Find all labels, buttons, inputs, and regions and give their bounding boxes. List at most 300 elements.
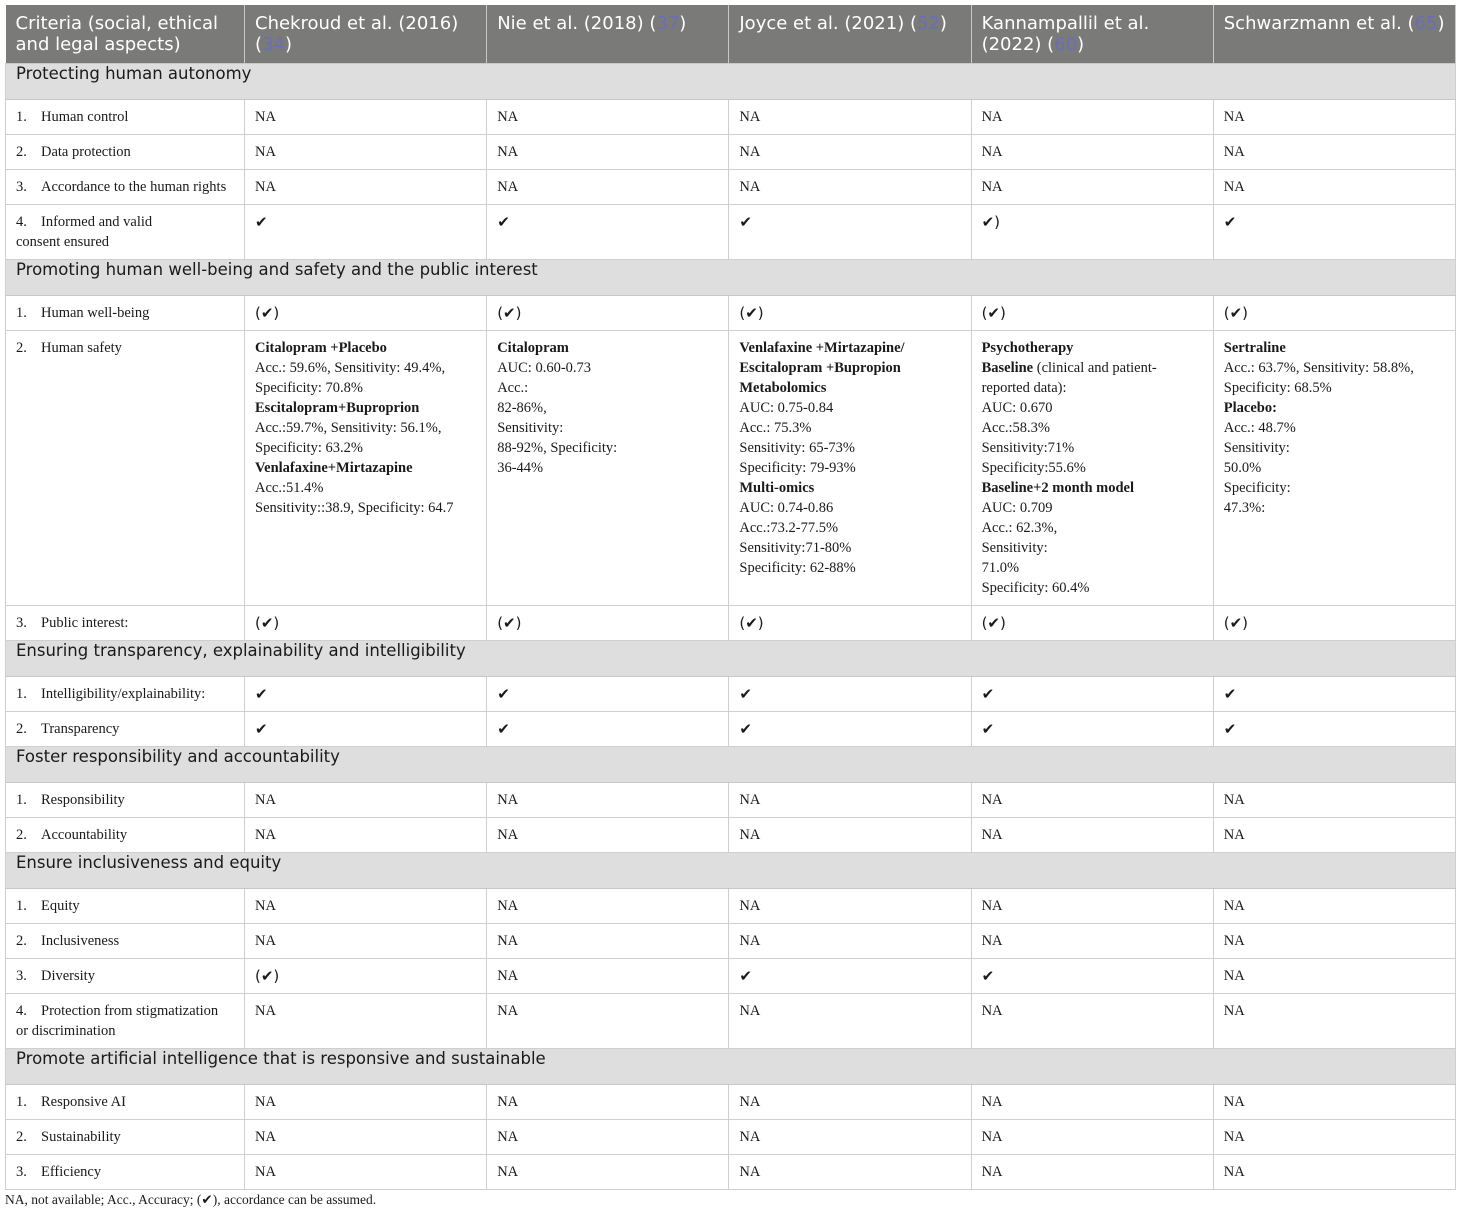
value-cell <box>245 993 487 1048</box>
checkmark-icon: ✔ <box>1223 684 1237 703</box>
criterion-number: 3. <box>16 178 27 195</box>
criterion-number: 4. <box>16 213 27 230</box>
safety-line <box>1224 498 1445 518</box>
value-cell <box>1213 993 1455 1048</box>
criteria-table <box>5 5 1456 1190</box>
table-row <box>6 295 1456 330</box>
value-cell <box>729 993 971 1048</box>
value-text: NA <box>497 1093 519 1110</box>
checkmark-icon: (✔) <box>497 303 522 322</box>
criterion-cell <box>6 958 245 993</box>
safety-text: Acc.: 48.7% <box>1223 419 1296 436</box>
section-row <box>6 852 1456 888</box>
header-study <box>971 5 1213 63</box>
criterion-cell <box>6 295 245 330</box>
safety-line <box>497 398 718 418</box>
checkmark-icon: (✔) <box>255 966 280 985</box>
safety-line <box>982 518 1203 538</box>
checkmark-icon: ✔ <box>255 684 268 703</box>
value-cell <box>245 923 487 958</box>
safety-line <box>739 378 960 398</box>
value-cell <box>1213 169 1455 204</box>
safety-heading: Multi-omics <box>739 479 815 496</box>
section-row <box>6 746 1456 782</box>
section-title: Promoting human well-being and safety and the public interest <box>6 259 1456 295</box>
checkmark-icon: (✔) <box>739 613 764 632</box>
criterion-label-cont: or discrimination <box>16 1022 116 1039</box>
criterion-label: Equity <box>41 897 80 914</box>
table-row <box>6 1084 1456 1119</box>
safety-text: Acc.:51.4% <box>255 479 324 496</box>
value-cell <box>487 204 729 259</box>
value-cell <box>245 1154 487 1189</box>
safety-line <box>255 498 476 518</box>
safety-text: Acc.:73.2-77.5% <box>739 519 839 536</box>
criterion-number: 2. <box>16 720 27 737</box>
table-row <box>6 99 1456 134</box>
table-row <box>6 134 1456 169</box>
value-cell <box>729 295 971 330</box>
safety-text: 71.0% <box>981 559 1020 576</box>
safety-line <box>1224 458 1445 478</box>
value-cell <box>245 330 487 605</box>
study-ref-link[interactable]: 34 <box>262 34 285 55</box>
safety-text: 47.3%: <box>1223 499 1266 516</box>
value-cell <box>245 204 487 259</box>
study-ref-link[interactable]: 37 <box>656 13 680 34</box>
value-text: NA <box>1223 826 1245 843</box>
value-cell <box>971 923 1213 958</box>
criterion-cell <box>6 204 245 259</box>
checkmark-icon: ✔ <box>739 719 752 738</box>
safety-text: Acc.: 59.6%, Sensitivity: 49.4%, <box>255 359 446 376</box>
checkmark-icon: ✔) <box>981 212 1000 231</box>
safety-text: AUC: 0.709 <box>981 499 1053 516</box>
value-cell <box>1213 605 1455 640</box>
safety-heading: Baseline+2 month model <box>981 479 1135 496</box>
safety-text: Acc.:59.7%, Sensitivity: 56.1%, <box>255 419 442 436</box>
table-body <box>6 63 1456 1189</box>
value-text: NA <box>739 932 761 949</box>
value-cell <box>245 782 487 817</box>
criterion-cell <box>6 711 245 746</box>
value-text: NA <box>1223 897 1245 914</box>
value-cell <box>487 605 729 640</box>
safety-line <box>255 438 476 458</box>
value-text: NA <box>1223 967 1245 984</box>
criterion-cell <box>6 923 245 958</box>
criterion-label: Accordance to the human rights <box>41 178 227 195</box>
value-cell <box>729 676 971 711</box>
safety-text: Sensitivity: <box>1223 439 1290 456</box>
value-text: NA <box>497 108 519 125</box>
criterion-label: Human well-being <box>41 304 150 321</box>
criterion-cell <box>6 605 245 640</box>
study-name: Chekroud et al. (2016) ( <box>255 13 459 55</box>
criterion-cell <box>6 888 245 923</box>
safety-heading: Escitalopram+Buproprion <box>255 399 420 416</box>
value-text: NA <box>497 826 519 843</box>
value-text: NA <box>1223 1163 1245 1180</box>
safety-heading: Metabolomics <box>739 379 827 396</box>
value-cell <box>1213 1119 1455 1154</box>
value-cell <box>971 99 1213 134</box>
value-text: NA <box>497 1002 519 1019</box>
header-study <box>487 5 729 63</box>
criterion-label: Diversity <box>41 967 95 984</box>
safety-line <box>255 418 476 438</box>
value-cell <box>1213 99 1455 134</box>
study-ref-link[interactable]: 60 <box>1054 34 1078 55</box>
safety-line <box>255 458 476 478</box>
study-paren: ) <box>1437 13 1445 34</box>
value-cell <box>971 330 1213 605</box>
safety-text: reported data): <box>981 379 1067 396</box>
value-cell <box>971 817 1213 852</box>
value-text: NA <box>1223 1093 1245 1110</box>
value-cell <box>487 923 729 958</box>
value-text: NA <box>255 1163 276 1180</box>
value-text: NA <box>981 143 1003 160</box>
value-cell <box>729 782 971 817</box>
safety-line <box>255 478 476 498</box>
value-text: NA <box>1223 1002 1245 1019</box>
value-cell <box>487 1154 729 1189</box>
table-row <box>6 711 1456 746</box>
safety-text: Specificity: 62-88% <box>739 559 856 576</box>
safety-line <box>1224 398 1445 418</box>
value-cell <box>971 782 1213 817</box>
checkmark-icon: (✔) <box>255 613 280 632</box>
table-row <box>6 782 1456 817</box>
value-text: NA <box>739 791 761 808</box>
value-text: NA <box>497 791 519 808</box>
safety-line <box>739 338 960 358</box>
value-cell <box>729 711 971 746</box>
safety-line <box>982 418 1203 438</box>
value-text: NA <box>1223 108 1245 125</box>
value-cell <box>1213 923 1455 958</box>
study-name: Nie et al. (2018) ( <box>497 13 657 34</box>
criterion-number: 1. <box>16 304 27 321</box>
value-text: NA <box>739 826 761 843</box>
value-cell <box>245 888 487 923</box>
value-cell <box>1213 295 1455 330</box>
value-text: NA <box>739 178 761 195</box>
safety-text: AUC: 0.75-0.84 <box>739 399 834 416</box>
safety-text: Sensitivity: <box>981 539 1048 556</box>
safety-line <box>255 398 476 418</box>
criterion-cell <box>6 817 245 852</box>
checkmark-icon: ✔ <box>739 684 752 703</box>
safety-text: Specificity: 60.4% <box>981 579 1090 596</box>
value-text: NA <box>255 143 276 160</box>
safety-text: Specificity:55.6% <box>981 459 1086 476</box>
checkmark-icon: (✔) <box>1223 613 1249 632</box>
safety-line <box>739 358 960 378</box>
value-cell <box>245 134 487 169</box>
value-text: NA <box>981 1128 1003 1145</box>
criterion-label: Intelligibility/explainability: <box>41 685 206 702</box>
criterion-number: 3. <box>16 967 27 984</box>
safety-line <box>739 518 960 538</box>
section-title: Foster responsibility and accountability <box>6 746 1456 782</box>
safety-line <box>497 418 718 438</box>
criterion-label: Accountability <box>41 826 128 843</box>
safety-heading: Placebo: <box>1223 399 1277 416</box>
value-cell <box>729 330 971 605</box>
checkmark-icon: ✔ <box>497 719 510 738</box>
value-cell <box>245 711 487 746</box>
header-study <box>245 5 487 63</box>
value-cell <box>729 888 971 923</box>
table-row <box>6 923 1456 958</box>
value-text: NA <box>739 143 761 160</box>
value-text: NA <box>739 1163 761 1180</box>
value-text: NA <box>739 1002 761 1019</box>
criterion-number: 3. <box>16 614 27 631</box>
value-text: NA <box>981 897 1003 914</box>
value-text: NA <box>981 1163 1003 1180</box>
criterion-label: Transparency <box>41 720 120 737</box>
criterion-number: 1. <box>16 1093 27 1110</box>
value-text: NA <box>497 967 519 984</box>
safety-line <box>255 338 476 358</box>
value-cell <box>971 1154 1213 1189</box>
criterion-label: Public interest: <box>41 614 129 631</box>
value-cell <box>971 605 1213 640</box>
criterion-cell <box>6 330 245 605</box>
criterion-cell <box>6 993 245 1048</box>
safety-heading: Venlafaxine+Mirtazapine <box>255 459 413 476</box>
value-text: NA <box>255 1093 276 1110</box>
section-title: Ensuring transparency, explainability and intelligibility <box>6 640 1456 676</box>
section-row <box>6 259 1456 295</box>
value-text: NA <box>255 1002 276 1019</box>
criterion-number: 1. <box>16 791 27 808</box>
value-cell <box>1213 782 1455 817</box>
safety-heading: Venlafaxine +Mirtazapine/ <box>739 339 905 356</box>
value-cell <box>1213 1084 1455 1119</box>
value-cell <box>245 1084 487 1119</box>
study-paren: ) <box>939 13 947 34</box>
criterion-cell <box>6 169 245 204</box>
study-ref-link[interactable]: 65 <box>1414 13 1438 34</box>
checkmark-icon: (✔) <box>255 303 280 322</box>
table-row <box>6 993 1456 1048</box>
value-text: NA <box>1223 143 1245 160</box>
safety-line <box>1224 358 1445 378</box>
value-cell <box>487 676 729 711</box>
criterion-cell <box>6 676 245 711</box>
safety-line <box>982 458 1203 478</box>
criterion-label: Data protection <box>41 143 131 160</box>
value-cell <box>1213 711 1455 746</box>
safety-line <box>255 358 476 378</box>
value-cell <box>1213 134 1455 169</box>
table-row <box>6 605 1456 640</box>
safety-heading: Citalopram +Placebo <box>255 339 387 356</box>
criterion-cell <box>6 782 245 817</box>
value-cell <box>971 958 1213 993</box>
value-text: NA <box>739 1128 761 1145</box>
criterion-number: 2. <box>16 826 27 843</box>
section-title: Protecting human autonomy <box>6 63 1456 99</box>
value-cell <box>245 295 487 330</box>
safety-heading: Baseline <box>981 359 1034 376</box>
value-cell <box>729 605 971 640</box>
safety-line <box>1224 338 1445 358</box>
section-row <box>6 63 1456 99</box>
table-row <box>6 204 1456 259</box>
checkmark-icon: ✔ <box>497 684 510 703</box>
value-text: NA <box>981 826 1003 843</box>
safety-heading: Psychotherapy <box>981 339 1074 356</box>
safety-text: 88-92%, Specificity: <box>497 439 618 456</box>
value-cell <box>1213 676 1455 711</box>
value-cell <box>245 99 487 134</box>
criterion-label: Inclusiveness <box>41 932 120 949</box>
checkmark-icon: ✔ <box>739 212 752 231</box>
value-cell <box>487 169 729 204</box>
value-cell <box>1213 1154 1455 1189</box>
value-cell <box>971 295 1213 330</box>
safety-line <box>982 498 1203 518</box>
criterion-label-cont: consent ensured <box>16 233 110 250</box>
safety-line <box>982 438 1203 458</box>
safety-text: Specificity: 68.5% <box>1223 379 1332 396</box>
value-cell <box>1213 204 1455 259</box>
value-text: NA <box>981 1093 1003 1110</box>
safety-line <box>982 358 1203 378</box>
criterion-number: 3. <box>16 1163 27 1180</box>
section-title: Promote artificial intelligence that is responsive and sustainable <box>6 1048 1456 1084</box>
value-cell <box>1213 888 1455 923</box>
safety-text: 36-44% <box>497 459 544 476</box>
value-cell <box>729 169 971 204</box>
table-row <box>6 676 1456 711</box>
safety-line <box>1224 438 1445 458</box>
value-cell <box>729 1154 971 1189</box>
safety-line <box>739 498 960 518</box>
checkmark-icon: ✔ <box>497 212 510 231</box>
checkmark-icon: (✔) <box>739 303 764 322</box>
checkmark-icon: ✔ <box>739 966 752 985</box>
criterion-cell <box>6 99 245 134</box>
criterion-label: Efficiency <box>41 1163 102 1180</box>
criterion-cell <box>6 1084 245 1119</box>
value-cell <box>971 888 1213 923</box>
criterion-label: Human control <box>41 108 129 125</box>
criterion-number: 1. <box>16 685 27 702</box>
table-row <box>6 169 1456 204</box>
value-text: NA <box>981 932 1003 949</box>
section-title: Ensure inclusiveness and equity <box>6 852 1456 888</box>
checkmark-icon: ✔ <box>981 684 995 703</box>
criterion-label: Informed and valid <box>41 213 153 230</box>
value-cell <box>487 134 729 169</box>
value-text: NA <box>1223 932 1245 949</box>
value-text: NA <box>739 897 761 914</box>
value-text: NA <box>1223 791 1245 808</box>
value-cell <box>971 1119 1213 1154</box>
criterion-label: Sustainability <box>41 1128 121 1145</box>
safety-heading: Sertraline <box>1223 339 1286 356</box>
value-cell <box>245 958 487 993</box>
safety-text: 82-86%, <box>497 399 547 416</box>
value-cell <box>729 1119 971 1154</box>
value-cell <box>487 888 729 923</box>
safety-line <box>982 378 1203 398</box>
study-ref-link[interactable]: 52 <box>916 13 940 34</box>
criterion-number: 2. <box>16 1128 27 1145</box>
safety-line <box>1224 418 1445 438</box>
checkmark-icon: ✔ <box>255 719 268 738</box>
safety-text: Acc.: 62.3%, <box>981 519 1058 536</box>
value-text: NA <box>255 791 276 808</box>
value-cell <box>1213 330 1455 605</box>
value-cell <box>487 958 729 993</box>
value-cell <box>971 676 1213 711</box>
value-text: NA <box>255 932 276 949</box>
criterion-cell <box>6 1119 245 1154</box>
study-name: Joyce et al. (2021) ( <box>739 13 917 34</box>
value-cell <box>729 99 971 134</box>
checkmark-icon: ✔ <box>1223 719 1237 738</box>
checkmark-icon: ✔ <box>1223 212 1237 231</box>
value-text: NA <box>981 178 1003 195</box>
value-cell <box>971 1084 1213 1119</box>
section-row <box>6 640 1456 676</box>
safety-text: Acc.:58.3% <box>981 419 1051 436</box>
checkmark-icon: ✔ <box>981 966 995 985</box>
safety-line <box>1224 378 1445 398</box>
value-text: NA <box>981 108 1003 125</box>
safety-line <box>982 398 1203 418</box>
value-cell <box>971 134 1213 169</box>
checkmark-icon: (✔) <box>1223 303 1249 322</box>
safety-line <box>739 438 960 458</box>
safety-text: Sensitivity::38.9, Specificity: 64.7 <box>255 499 454 516</box>
study-paren: ) <box>679 13 687 34</box>
checkmark-icon: ✔ <box>981 719 995 738</box>
header-criteria: Criteria (social, ethical and legal aspects) <box>6 5 245 63</box>
criterion-label: Responsive AI <box>41 1093 126 1110</box>
criterion-number: 1. <box>16 897 27 914</box>
value-cell <box>245 605 487 640</box>
value-text: NA <box>497 897 519 914</box>
safety-text: Specificity: <box>1223 479 1291 496</box>
value-cell <box>729 134 971 169</box>
table-row <box>6 330 1456 605</box>
table-row <box>6 817 1456 852</box>
criterion-cell <box>6 1154 245 1189</box>
safety-text: AUC: 0.670 <box>981 399 1053 416</box>
study-paren: ) <box>1077 34 1085 55</box>
value-cell <box>487 1119 729 1154</box>
safety-line <box>982 538 1203 558</box>
checkmark-icon: (✔) <box>497 613 522 632</box>
value-cell <box>245 169 487 204</box>
criterion-label: Responsibility <box>41 791 125 808</box>
header-study <box>729 5 971 63</box>
safety-line <box>739 478 960 498</box>
value-cell <box>971 169 1213 204</box>
study-paren: ) <box>284 34 292 55</box>
safety-text: Sensitivity:71-80% <box>739 539 852 556</box>
value-cell <box>487 711 729 746</box>
safety-line <box>497 358 718 378</box>
